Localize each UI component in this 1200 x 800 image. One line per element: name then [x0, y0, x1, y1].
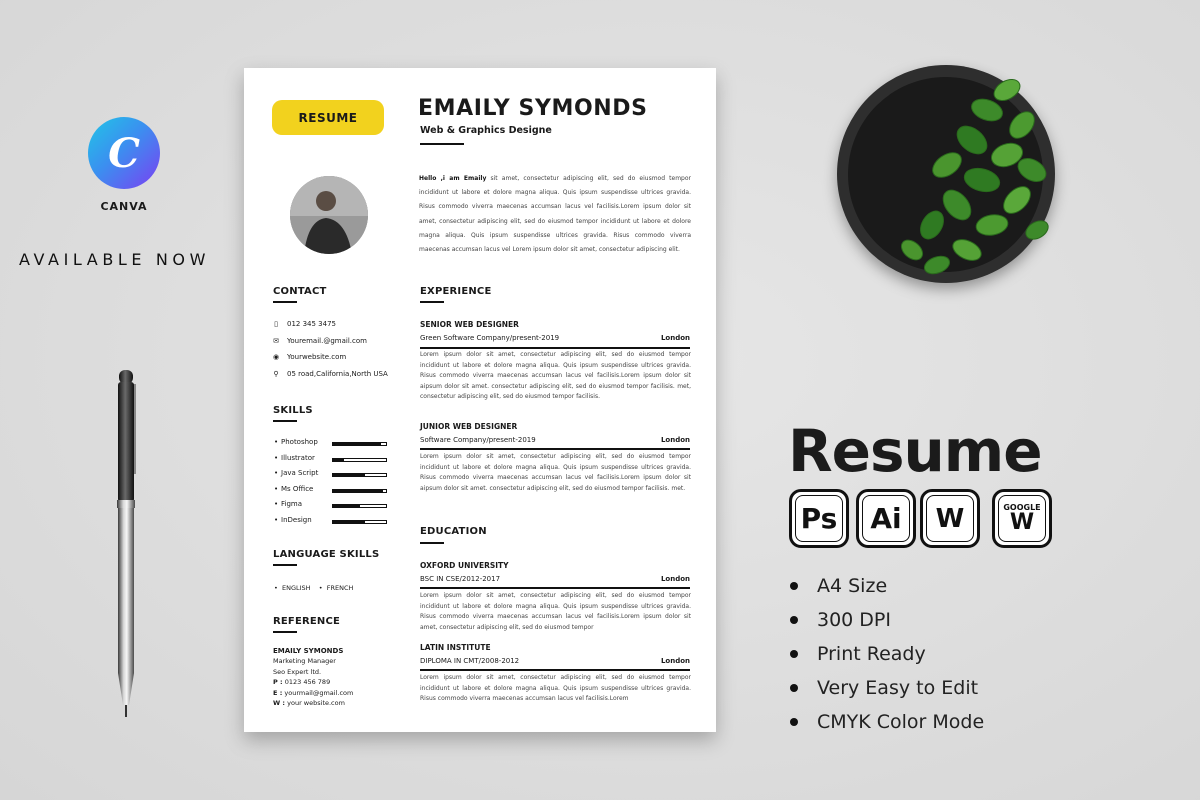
- education-school: LATIN INSTITUTE: [420, 643, 491, 652]
- job-description: Lorem ipsum dolor sit amet, consectetur adipiscing elit, sed do eiusmod tempor incididunt ut labore et dolore magna aliqua. Quis ipsum suspendisse ultrices gravida. Risus commodo viverra maecenas accumsan lacus vel facilisis.Lorem ipsum dolor sit aipsum dolor sit amet. consectetur adipiscing elit, sed do eiusmod tempor facilisis. met.: [420, 453, 691, 492]
- icon-label: W: [1009, 510, 1035, 535]
- skill-name: Photoshop: [281, 438, 318, 446]
- language-item: FRENCH: [326, 584, 354, 592]
- education-degree: DIPLOMA IN CMT/2008-2012 London: [420, 657, 690, 665]
- google-docs-icon: [992, 489, 1052, 548]
- skill-item: [274, 500, 389, 510]
- job-description: Lorem ipsum dolor sit amet, consectetur adipiscing elit, sed do eiusmod tempor incididunt ut labore et dolore magna aliqua. Quis ipsum suspendisse ultrices gravida. Risus commodo viverra maecenas accumsan lacus vel facilisis.Lorem ipsum dolor sit aipsum dolor sit amet. consectetur adipiscing elit, sed do eiusmod tempor facilisis. met, consectetur adipiscing elit, sed do eiusmod tempor facilisis.: [420, 351, 691, 401]
- contact-phone: ▯ 012 345 3475: [272, 320, 336, 328]
- feature-item: [790, 677, 978, 699]
- bullet-icon: •: [274, 516, 279, 524]
- skill-item: [274, 438, 389, 448]
- skill-name: Ms Office: [281, 484, 314, 493]
- divider: [420, 347, 690, 349]
- education-school: OXFORD UNIVERSITY: [420, 561, 509, 570]
- feature-label: CMYK Color Mode: [817, 711, 985, 733]
- intro-lead: Hello ,i am Emaily: [419, 175, 487, 182]
- mail-icon: ✉: [273, 337, 279, 345]
- bullet-icon: •: [274, 500, 279, 509]
- feature-item: [790, 609, 891, 631]
- bullet-icon: •: [274, 438, 279, 446]
- education-location: London: [660, 575, 690, 583]
- skill-level-bar: [332, 504, 387, 508]
- skill-item: [274, 469, 389, 479]
- contact-email: ✉ Youremail.@gmail.com: [273, 337, 367, 345]
- skill-name: Java Script: [281, 469, 319, 478]
- bullet-icon: •: [274, 453, 279, 462]
- feature-label: Print Ready: [817, 643, 926, 665]
- bullet-icon: [790, 616, 798, 624]
- reference-web: W : your website.com: [273, 699, 345, 708]
- divider: [420, 669, 690, 671]
- job-company: Software Company/present-2019 London: [420, 436, 690, 444]
- icon-label: W: [935, 503, 965, 534]
- skill-name: Figma: [281, 500, 303, 509]
- experience-title: EXPERIENCE: [420, 286, 492, 297]
- job-title: JUNIOR WEB DESIGNER: [420, 422, 518, 431]
- canva-logo-icon: [88, 117, 160, 189]
- skill-level-bar: [332, 458, 387, 462]
- skill-name: Illustrator: [281, 453, 315, 462]
- divider: [273, 564, 297, 566]
- education-description: Lorem ipsum dolor sit amet, consectetur adipiscing elit, sed do eiusmod tempor incididunt ut labore et dolore magna aliqua. Quis ipsum suspendisse ultrices gravida. Risus commodo viverra maecenas accumsan lacus vel facilisis.Lorem ipsum dolor sit amet, consectetur adipiscing elit, sed do eiusmod tempor: [420, 592, 691, 631]
- skill-level-bar: [332, 442, 387, 446]
- job-company: Green Software Company/present-2019 London: [420, 334, 690, 342]
- divider: [273, 420, 297, 422]
- reference-title: REFERENCE: [273, 616, 341, 627]
- phone-icon: ▯: [274, 320, 278, 328]
- reference-company: Seo Expert ltd.: [273, 667, 322, 676]
- reference-phone: P : 0123 456 789: [273, 678, 331, 687]
- available-now-text: AVAILABLE NOW: [19, 250, 211, 269]
- feature-item: [790, 575, 887, 597]
- feature-label: Very Easy to Edit: [817, 677, 979, 699]
- skill-name: InDesign: [281, 516, 312, 524]
- resume-badge: RESUME: [272, 100, 384, 135]
- feature-item: [790, 711, 984, 733]
- location-pin-icon: ⚲: [273, 370, 279, 378]
- reference-name: EMAILY SYMONDS: [273, 647, 344, 655]
- skill-level-fill: [333, 505, 360, 507]
- education-description: Lorem ipsum dolor sit amet, consectetur adipiscing elit, sed do eiusmod tempor incididunt ut labore et dolore magna aliqua. Quis ipsum suspendisse ultrices gravida. Risus commodo viverra maecenas accumsan lacus vel facilisis.Lorem: [420, 674, 691, 703]
- photoshop-icon: [789, 489, 849, 548]
- icon-border: [998, 495, 1046, 542]
- language-list: • ENGLISH • FRENCH: [274, 584, 354, 592]
- bullet-icon: •: [274, 484, 279, 493]
- intro-body: sit amet, consectetur adipiscing elit, sed do eiusmod tempor incididunt ut labore et dolore magna aliqua. Quis ipsum suspendisse ultrices gravida. Risus commodo viverra maecenas accumsan lacus vel facilisis.Lorem ipsum dolor sit amet, consectetur adipiscing elit, sed do eiusmod tempor incididunt ut labore et dolore magna aliqua. Quis ipsum suspendisse ultrices gravida. Risus commodo viverra maecenas accumsan lacus vel Lorem ipsum dolor sit amet, consectetur adipiscing elit.: [419, 175, 691, 254]
- resume-name: EMAILY SYMONDS: [418, 96, 648, 121]
- skill-level-fill: [333, 521, 365, 523]
- language-title: LANGUAGE SKILLS: [273, 549, 380, 560]
- divider: [273, 301, 297, 303]
- icon-border: [926, 495, 974, 542]
- divider: [420, 301, 444, 303]
- feature-item: [790, 643, 926, 665]
- icon-label: Ps: [800, 501, 838, 535]
- feature-label: 300 DPI: [817, 609, 891, 631]
- word-icon: [920, 489, 980, 548]
- divider: [420, 448, 690, 450]
- education-degree: BSC IN CSE/2012-2017 London: [420, 575, 690, 583]
- plant-image: [837, 65, 1055, 283]
- resume-role: Web & Graphics Designe: [420, 125, 552, 136]
- reference-block: [273, 646, 353, 708]
- icon-border: [862, 495, 910, 542]
- education-location: London: [660, 657, 690, 665]
- skill-item: [274, 485, 389, 495]
- skill-level-fill: [333, 443, 381, 445]
- education-title: EDUCATION: [420, 526, 487, 537]
- skill-level-bar: [332, 520, 387, 524]
- reference-role: Marketing Manager: [273, 657, 336, 666]
- profile-photo: [290, 176, 368, 254]
- job-location: London: [660, 436, 690, 444]
- divider: [420, 587, 690, 589]
- job-title: SENIOR WEB DESIGNER: [420, 320, 519, 329]
- skill-level-fill: [333, 490, 383, 492]
- icon-top-label: GOOGLE: [1003, 503, 1041, 512]
- pen-image: [112, 370, 146, 720]
- divider: [420, 143, 464, 145]
- skill-level-bar: [332, 489, 387, 493]
- skill-item: [274, 454, 389, 464]
- bullet-icon: [790, 650, 798, 658]
- contact-address: ⚲ 05 road,California,North USA: [273, 370, 388, 378]
- skills-title: SKILLS: [273, 405, 313, 416]
- skill-item: [274, 516, 389, 526]
- job-location: London: [660, 334, 690, 342]
- skill-level-fill: [333, 474, 365, 476]
- canva-logo-letter: C: [108, 129, 140, 177]
- resume-paper: [244, 68, 716, 732]
- icon-border: [795, 495, 843, 542]
- bullet-icon: •: [274, 469, 279, 478]
- bullet-icon: [790, 582, 798, 590]
- globe-icon: ◉: [272, 353, 280, 361]
- divider: [273, 631, 297, 633]
- promo-headline: Resume: [788, 417, 1042, 485]
- reference-email: E : yourmail@gmail.com: [273, 688, 354, 697]
- illustrator-icon: [856, 489, 916, 548]
- feature-label: A4 Size: [817, 575, 888, 597]
- intro-paragraph: [419, 172, 691, 257]
- bullet-icon: [790, 684, 798, 692]
- contact-website: ◉ Yourwebsite.com: [272, 353, 347, 361]
- contact-title: CONTACT: [273, 286, 327, 297]
- canva-label: CANVA: [100, 200, 148, 213]
- skill-level-fill: [333, 459, 344, 461]
- bullet-icon: [790, 718, 798, 726]
- icon-label: Ai: [870, 501, 902, 535]
- skill-level-bar: [332, 473, 387, 477]
- divider: [420, 542, 444, 544]
- language-item: ENGLISH: [281, 584, 311, 592]
